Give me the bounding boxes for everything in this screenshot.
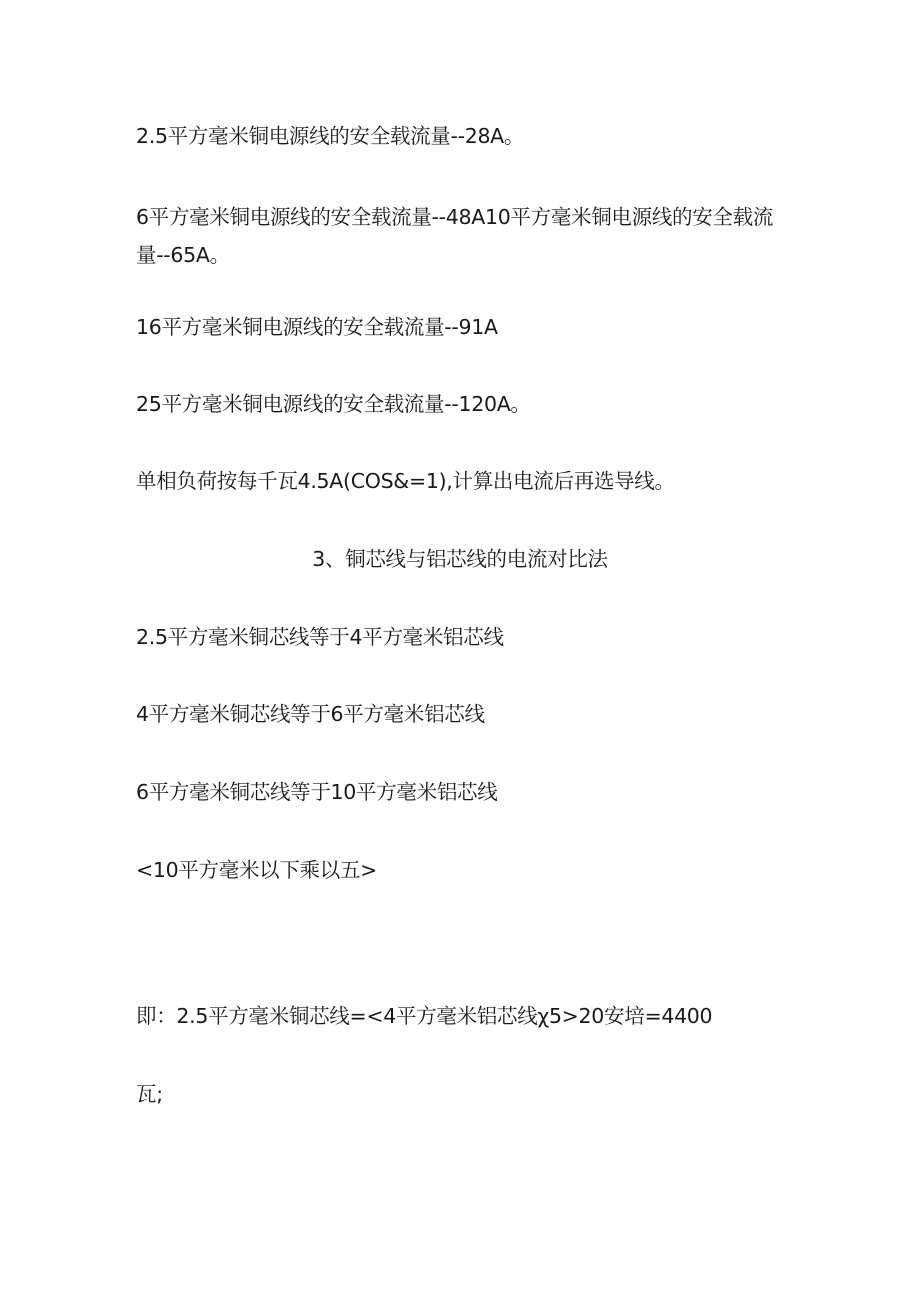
paragraph-25mm-copper-current: 25平方毫米铜电源线的安全载流量--120A。 xyxy=(136,392,531,416)
paragraph-16mm-copper-current: 16平方毫米铜电源线的安全载流量--91A xyxy=(136,315,498,339)
paragraph-example-calculation: 即：2.5平方毫米铜芯线=<4平方毫米铝芯线χ5>20安培=4400 xyxy=(136,1004,713,1028)
paragraph-6mm-10mm-copper-current: 6平方毫米铜电源线的安全载流量--48A10平方毫米铜电源线的安全载流量--65A。 xyxy=(136,205,774,267)
paragraph-2-5mm-copper-current: 2.5平方毫米铜电源线的安全载流量--28A。 xyxy=(136,124,525,148)
section-heading: 3、铜芯线与铝芯线的电流对比法 xyxy=(312,547,608,571)
paragraph-single-phase-load: 单相负荷按每千瓦4.5A(COS&=1),计算出电流后再选导线。 xyxy=(136,469,675,493)
paragraph-multiply-five-note: <10平方毫米以下乘以五> xyxy=(136,858,378,882)
paragraph-2-5mm-equivalence: 2.5平方毫米铜芯线等于4平方毫米铝芯线 xyxy=(136,625,504,649)
paragraph-watt-unit: 瓦; xyxy=(136,1082,163,1106)
paragraph-6mm-equivalence: 6平方毫米铜芯线等于10平方毫米铝芯线 xyxy=(136,780,498,804)
paragraph-4mm-equivalence: 4平方毫米铜芯线等于6平方毫米铝芯线 xyxy=(136,702,485,726)
